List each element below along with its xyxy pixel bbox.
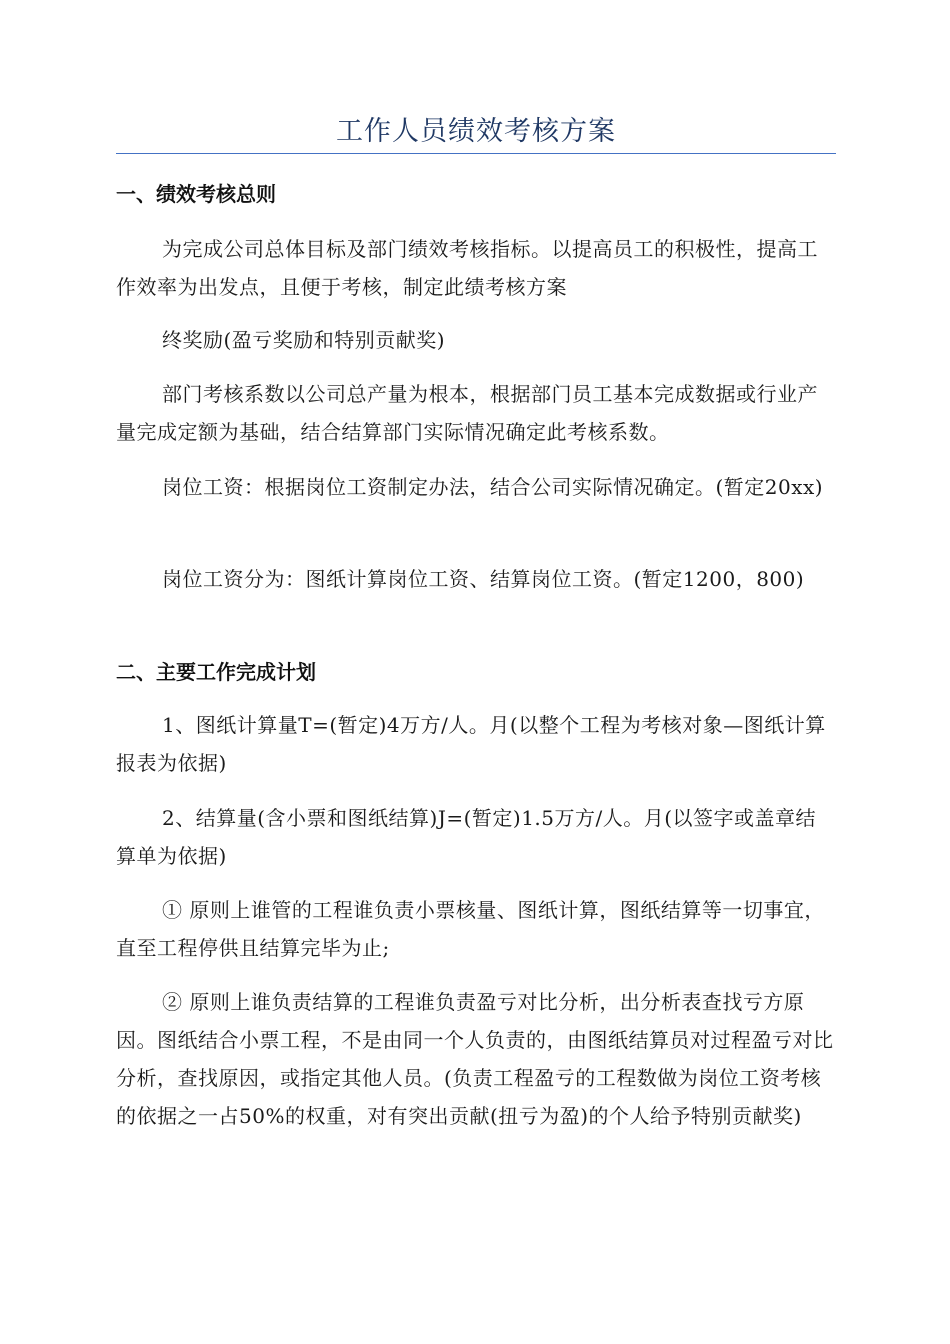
paragraph: 终奖励(盈亏奖励和特别贡献奖) (162, 328, 446, 352)
paragraph: 1、图纸计算量T=(暂定)4万方/人。月(以整个工程为考核对象—图纸计算报表为依据) (116, 713, 826, 775)
paragraph: 岗位工资：根据岗位工资制定办法，结合公司实际情况确定。(暂定20xx) (162, 475, 824, 499)
paragraph: 2、结算量(含小票和图纸结算)J=(暂定)1.5万方/人。月(以签字或盖章结算单为依据) (116, 806, 817, 868)
title-divider (116, 153, 836, 154)
paragraph: 岗位工资分为：图纸计算岗位工资、结算岗位工资。(暂定1200，800) (162, 567, 805, 591)
section-heading-work-plan: 二、主要工作完成计划 (116, 660, 316, 684)
section-heading-general-principles: 一、绩效考核总则 (116, 182, 276, 206)
paragraph: 为完成公司总体目标及部门绩效考核指标。以提高员工的积极性，提高工作效率为出发点，且便于考核，制定此绩考核方案 (116, 237, 818, 299)
paragraph: ② 原则上谁负责结算的工程谁负责盈亏对比分析，出分析表查找亏方原因。图纸结合小票工程，不是由同一个人负责的，由图纸结算员对过程盈亏对比分析，查找原因，或指定其他人员。(负责工程盈亏的工程数做为岗位工资考核的依据之一占50%的权重，对有突出贡献(扭亏为盈)的个人给予特别贡献奖) (116, 990, 834, 1128)
document-title: 工作人员绩效考核方案 (336, 116, 616, 147)
paragraph: ① 原则上谁管的工程谁负责小票核量、图纸计算，图纸结算等一切事宜，直至工程停供且结算完毕为止; (116, 898, 825, 960)
paragraph: 部门考核系数以公司总产量为根本，根据部门员工基本完成数据或行业产量完成定额为基础，结合结算部门实际情况确定此考核系数。 (116, 382, 818, 444)
